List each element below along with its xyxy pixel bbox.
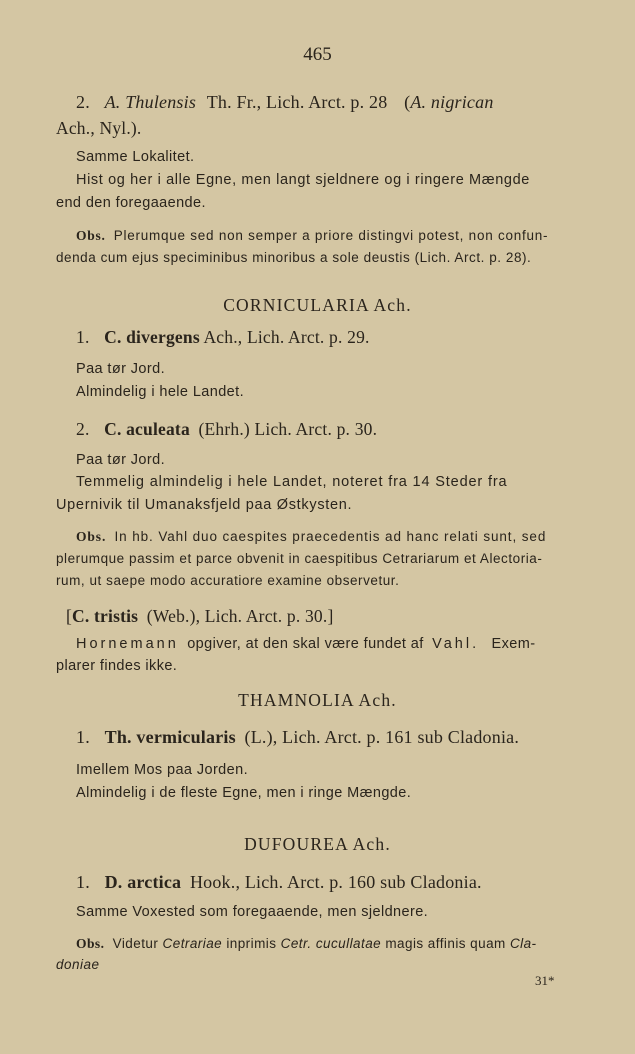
- entry-reference: (L.), Lich. Arct. p. 161 sub Cladonia.: [244, 727, 520, 747]
- species-name: Thulensis: [125, 92, 197, 112]
- page-number: 465: [303, 44, 332, 65]
- taxon-name: Cetrariae: [162, 936, 223, 951]
- species-name: D. arctica: [104, 872, 182, 892]
- obs-text: In hb. Vahl duo caespites praecedentis ad hanc relati sunt, sed: [114, 529, 547, 544]
- synonym-name: A. nigrican: [410, 92, 494, 112]
- obs-paragraph: [76, 228, 548, 244]
- species-name: Th. vermicularis: [104, 727, 236, 747]
- entry-heading: [76, 727, 519, 748]
- habitat-text: Samme Voxested som foregaaende, men sjeldnere.: [76, 904, 429, 920]
- entry-number: 1.: [76, 327, 90, 347]
- entry-reference: (Web.), Lich. Arct. p. 30.]: [146, 606, 334, 626]
- obs-text: Plerumque sed non semper a priore distingvi potest, non confun-: [113, 228, 549, 243]
- obs-text: denda cum ejus speciminibus minoribus a sole deustis (Lich. Arct. p. 28).: [56, 250, 532, 265]
- bracket-open: [: [66, 606, 73, 626]
- habitat-text: Imellem Mos paa Jorden.: [76, 762, 248, 778]
- taxon-name: Cetr. cucullatae: [280, 936, 382, 951]
- obs-label: Obs.: [76, 529, 107, 544]
- note-body: Exem-: [491, 636, 536, 652]
- obs-label: Obs.: [76, 228, 106, 243]
- habitat-text: Paa tør Jord.: [76, 361, 166, 377]
- note-text: end den foregaaende.: [56, 195, 206, 211]
- entry-heading: [66, 606, 333, 627]
- author-name: Hornemann: [76, 636, 179, 652]
- genus-abbr: A.: [104, 92, 121, 112]
- obs-label: Obs.: [76, 936, 105, 951]
- entry-reference: Th. Fr., Lich. Arct. p. 28: [206, 92, 388, 112]
- note-body: opgiver, at den skal være fundet af: [187, 636, 424, 652]
- entry-number: 2.: [76, 419, 90, 439]
- species-name: C. divergens: [104, 327, 200, 347]
- obs-text: plerumque passim et parce obvenit in caespitibus Cetrariarum et Alectoria-: [56, 551, 543, 566]
- collector-name: Vahl.: [432, 636, 480, 652]
- entry-number: 2.: [76, 92, 90, 112]
- species-name: C. tristis: [72, 606, 139, 626]
- note-text: [76, 636, 535, 652]
- obs-text: inprimis: [226, 936, 277, 951]
- note-text: Hist og her i alle Egne, men langt sjeldnere og i ringere Mængde: [76, 172, 530, 188]
- entry-heading: [76, 92, 494, 113]
- obs-text: Videtur: [112, 936, 159, 951]
- entry-number: 1.: [76, 727, 90, 747]
- taxon-name: Cla-: [509, 936, 537, 951]
- entry-reference: Hook., Lich. Arct. p. 160 sub Cladonia.: [189, 872, 482, 892]
- habitat-text: Paa tør Jord.: [76, 452, 166, 468]
- habitat-text: Samme Lokalitet.: [76, 149, 195, 165]
- entry-heading-cont: Ach., Nyl.).: [56, 118, 142, 138]
- note-text: Upernivik til Umanaksfjeld paa Østkysten.: [56, 497, 353, 513]
- obs-paragraph: [76, 529, 546, 545]
- obs-text: magis affinis quam: [385, 936, 506, 951]
- section-heading: THAMNOLIA Ach.: [238, 690, 397, 710]
- species-name: C. aculeata: [104, 419, 190, 439]
- obs-text: doniae: [56, 957, 100, 972]
- entry-heading: [76, 419, 377, 440]
- note-text: Almindelig i de fleste Egne, men i ringe Mængde.: [76, 785, 412, 801]
- obs-paragraph: [76, 936, 537, 952]
- note-text: Temmelig almindelig i hele Landet, noteret fra 14 Steder fra: [76, 474, 508, 490]
- entry-number: 1.: [76, 872, 90, 892]
- obs-text: rum, ut saepe modo accuratiore examine observetur.: [56, 573, 400, 588]
- entry-reference: Ach., Lich. Arct. p. 29.: [203, 327, 370, 347]
- note-text: Almindelig i hele Landet.: [76, 384, 244, 400]
- section-heading: DUFOUREA Ach.: [244, 834, 391, 854]
- entry-heading: [76, 327, 370, 348]
- entry-reference: (Ehrh.) Lich. Arct. p. 30.: [198, 419, 378, 439]
- synonym-open: (: [404, 92, 411, 112]
- section-heading: CORNICULARIA Ach.: [223, 295, 412, 315]
- entry-heading: [76, 872, 482, 893]
- signature-mark: 31*: [535, 973, 555, 988]
- note-text: plarer findes ikke.: [56, 658, 178, 674]
